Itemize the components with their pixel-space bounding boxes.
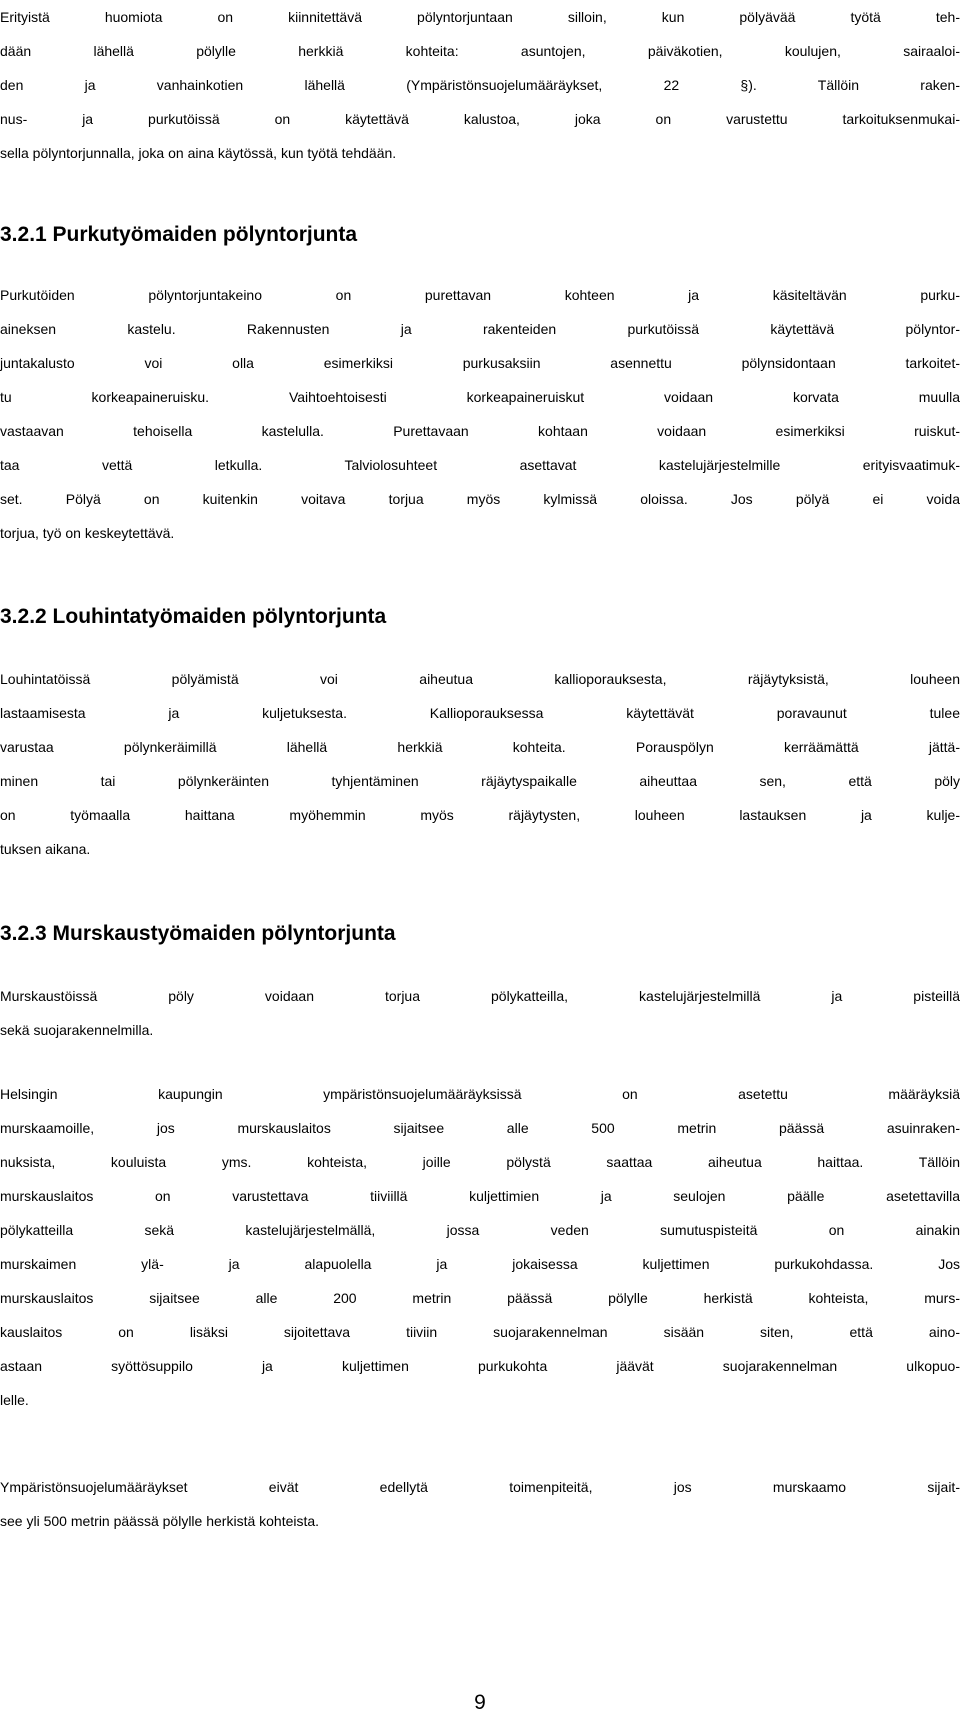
text-line: set. Pölyä on kuitenkin voitava torjua myös kylmissä oloissa. Jos pölyä ei voida <box>0 491 960 507</box>
text-line: Ympäristönsuojelumääräykset eivät edellytä toimenpiteitä, jos murskaamo sijait- <box>0 1479 960 1495</box>
text-line: pölykatteilla sekä kastelujärjestelmällä, jossa veden sumutuspisteitä on ainakin <box>0 1222 960 1238</box>
text-line: varustaa pölynkeräimillä lähellä herkkiä kohteita. Porauspölyn kerräämättä jättä- <box>0 739 960 755</box>
text-line: lastaamisesta ja kuljetuksesta. Kallioporauksessa käytettävät poravaunut tulee <box>0 705 960 721</box>
section-heading-322: 3.2.2 Louhintatyömaiden pölyntorjunta <box>0 605 387 628</box>
text-line: nus- ja purkutöissä on käytettävä kalustoa, joka on varustettu tarkoituksenmukai- <box>0 111 960 127</box>
text-line: astaan syöttösuppilo ja kuljettimen purkukohta jäävät suojarakennelman ulkopuo- <box>0 1358 960 1374</box>
text-line: Erityistä huomiota on kiinnitettävä pölyntorjuntaan silloin, kun pölyävää työtä teh- <box>0 9 960 25</box>
text-line: murskauslaitos on varustettava tiiviillä kuljettimien ja seulojen päälle asetettavilla <box>0 1188 960 1204</box>
text-line: murskaamoille, jos murskauslaitos sijaitsee alle 500 metrin päässä asuinraken- <box>0 1120 960 1136</box>
section-heading-323: 3.2.3 Murskaustyömaiden pölyntorjunta <box>0 922 396 945</box>
text-line: tu korkeapaineruisku. Vaihtoehtoisesti korkeapaineruiskut voidaan korvata muulla <box>0 389 960 405</box>
text-line: Louhintatöissä pölyämistä voi aiheutua kallioporauksesta, räjäytyksistä, louheen <box>0 671 960 687</box>
text-line: murskauslaitos sijaitsee alle 200 metrin päässä pölylle herkistä kohteista, murs- <box>0 1290 960 1306</box>
text-line: murskaimen ylä- ja alapuolella ja jokaisessa kuljettimen purkukohdassa. Jos <box>0 1256 960 1272</box>
text-line: nuksista, kouluista yms. kohteista, joille pölystä saattaa aiheutua haittaa. Tällöin <box>0 1154 960 1170</box>
text-line: lelle. <box>0 1392 29 1408</box>
section-323-paragraph-1 <box>0 979 960 1047</box>
text-line: kauslaitos on lisäksi sijoitettava tiiviin suojarakennelman sisään siten, että aino- <box>0 1324 960 1340</box>
text-line: aineksen kastelu. Rakennusten ja rakenteiden purkutöissä käytettävä pölyntor- <box>0 321 960 337</box>
section-323-paragraph-2 <box>0 1077 960 1417</box>
text-line: taa vettä letkulla. Talviolosuhteet asettavat kastelujärjestelmille erityisvaatimuk- <box>0 457 960 473</box>
text-line: torjua, työ on keskeytettävä. <box>0 525 175 541</box>
text-line: sella pölyntorjunnalla, joka on aina käytössä, kun työtä tehdään. <box>0 145 397 161</box>
text-line: minen tai pölynkeräinten tyhjentäminen räjäytyspaikalle aiheuttaa sen, että pöly <box>0 773 960 789</box>
section-321-paragraph <box>0 278 960 550</box>
text-line: on työmaalla haittana myöhemmin myös räjäytysten, louheen lastauksen ja kulje- <box>0 807 960 823</box>
section-322-paragraph <box>0 662 960 866</box>
text-line: dään lähellä pölylle herkkiä kohteita: asuntojen, päiväkotien, koulujen, sairaaloi- <box>0 43 960 59</box>
text-line: Purkutöiden pölyntorjuntakeino on purettavan kohteen ja käsiteltävän purku- <box>0 287 960 303</box>
section-heading-321: 3.2.1 Purkutyömaiden pölyntorjunta <box>0 223 358 246</box>
text-line: Murskaustöissä pöly voidaan torjua pölykatteilla, kastelujärjestelmillä ja pisteillä <box>0 988 960 1004</box>
text-line: Helsingin kaupungin ympäristönsuojelumääräyksissä on asetettu määräyksiä <box>0 1086 960 1102</box>
text-line: den ja vanhainkotien lähellä (Ympäristönsuojelumääräykset, 22 §). Tällöin raken- <box>0 77 960 93</box>
section-323-paragraph-3 <box>0 1470 960 1538</box>
text-line: vastaavan tehoisella kastelulla. Purettavaan kohtaan voidaan esimerkiksi ruiskut- <box>0 423 960 439</box>
intro-paragraph <box>0 0 960 170</box>
text-line: tuksen aikana. <box>0 841 91 857</box>
text-line: juntakalusto voi olla esimerkiksi purkusaksiin asennettu pölynsidontaan tarkoitet- <box>0 355 960 371</box>
text-line: see yli 500 metrin päässä pölylle herkistä kohteista. <box>0 1513 320 1529</box>
page-number: 9 <box>474 1691 486 1714</box>
text-line: sekä suojarakennelmilla. <box>0 1022 154 1038</box>
